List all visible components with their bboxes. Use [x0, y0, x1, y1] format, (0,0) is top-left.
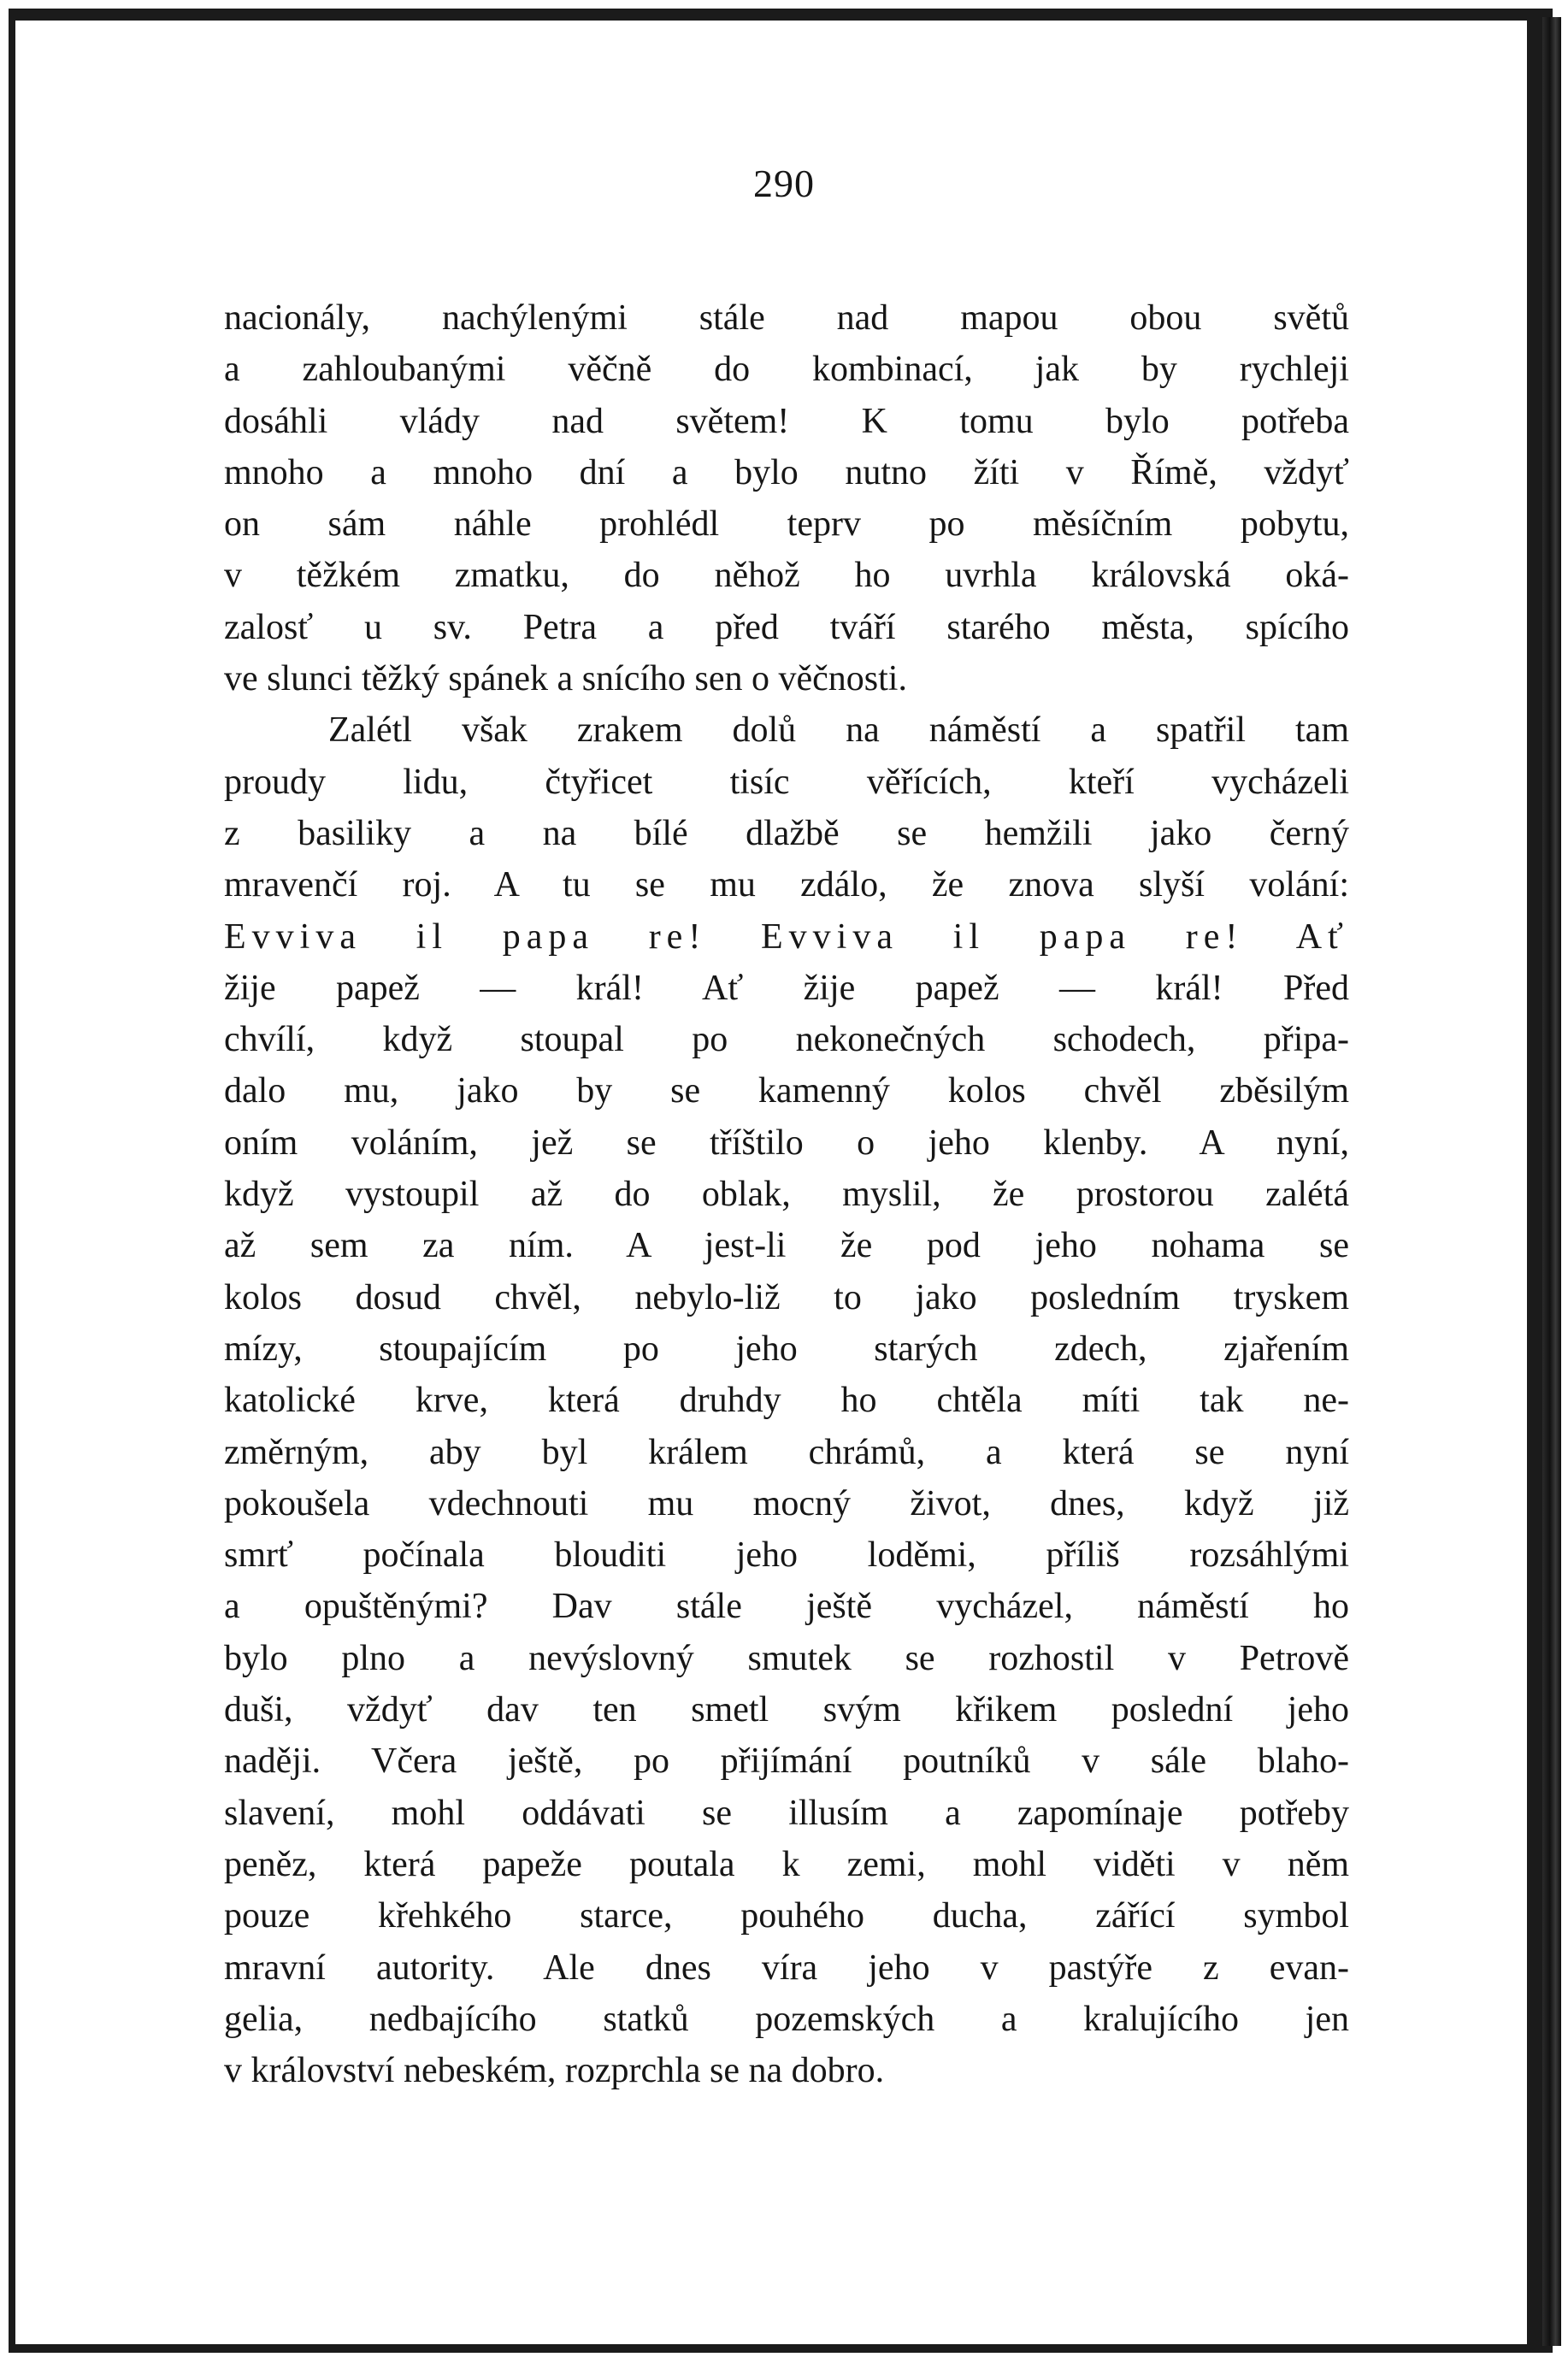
text-line: z basiliky a na bílé dlažbě se hemžili jako černý	[224, 813, 1349, 853]
text-line: slavení, mohl oddávati se illusím a zapomínaje potřeby	[224, 1793, 1349, 1833]
text-line: pokoušela vdechnouti mu mocný život, dnes, když již	[224, 1483, 1349, 1523]
text-line: gelia, nedbajícího statků pozemských a kralujícího jen	[224, 1999, 1349, 2039]
text-line: mravenčí roj. A tu se mu zdálo, že znova slyší volání:	[224, 865, 1349, 905]
text-line: zalosť u sv. Petra a před tváří starého města, spícího	[224, 607, 1349, 647]
text-line: změrným, aby byl králem chrámů, a která se nyní	[224, 1432, 1349, 1472]
book-edge	[1542, 17, 1561, 2346]
text-line: žije papež — král! Ať žije papež — král! Před	[224, 968, 1349, 1008]
text-line: a opuštěnými? Dav stále ještě vycházel, náměstí ho	[224, 1587, 1349, 1627]
text-line: až sem za ním. A jest-li že pod jeho nohama se	[224, 1226, 1349, 1266]
text-line: oním voláním, jež se tříštilo o jeho klenby. A nyní,	[224, 1123, 1349, 1163]
text-line: duši, vždyť dav ten smetl svým křikem poslední jeho	[224, 1690, 1349, 1730]
text-line: Evviva il papa re! Evviva il papa re! Ať	[224, 916, 1349, 957]
text-line: proudy lidu, čtyřicet tisíc věřících, kteří vycházeli	[224, 762, 1349, 802]
text-line: kolos dosud chvěl, nebylo-liž to jako posledním tryskem	[224, 1277, 1349, 1317]
text-line: ve slunci těžký spánek a snícího sen o věčnosti.	[224, 659, 907, 699]
text-line: chvílí, když stoupal po nekonečných schodech, připa-	[224, 1020, 1349, 1060]
text-line: naději. Včera ještě, po přijímání poutníků v sále blaho-	[224, 1741, 1349, 1782]
text-line: dalo mu, jako by se kamenný kolos chvěl zběsilým	[224, 1071, 1349, 1111]
text-line: peněz, která papeže poutala k zemi, mohl viděti v něm	[224, 1844, 1349, 1884]
body-text	[224, 292, 1349, 2096]
text-line: mízy, stoupajícím po jeho starých zdech, zjařením	[224, 1329, 1349, 1369]
text-line: dosáhli vlády nad světem! K tomu bylo potřeba	[224, 401, 1349, 441]
text-line: mnoho a mnoho dní a bylo nutno žíti v Římě, vždyť	[224, 452, 1349, 492]
text-line: katolické krve, která druhdy ho chtěla míti tak ne-	[224, 1381, 1349, 1421]
text-line: on sám náhle prohlédl teprv po měsíčním pobytu,	[224, 504, 1349, 545]
text-line: nacionály, nachýlenými stále nad mapou obou světů	[224, 298, 1349, 338]
text-line: Zalétl však zrakem dolů na náměstí a spatřil tam	[328, 710, 1349, 751]
text-line: a zahloubanými věčně do kombinací, jak by rychleji	[224, 350, 1349, 390]
text-line: mravní autority. Ale dnes víra jeho v pastýře z evan-	[224, 1948, 1349, 1988]
text-line: v těžkém zmatku, do něhož ho uvrhla královská oká-	[224, 556, 1349, 596]
text-line: když vystoupil až do oblak, myslil, že prostorou zalétá	[224, 1175, 1349, 1215]
text-line: bylo plno a nevýslovný smutek se rozhostil v Petrově	[224, 1638, 1349, 1678]
text-line: smrť počínala blouditi jeho loděmi, příliš rozsáhlými	[224, 1535, 1349, 1576]
text-line: pouze křehkého starce, pouhého ducha, zářící symbol	[224, 1896, 1349, 1936]
page-number: 290	[753, 162, 815, 205]
text-line: v království nebeském, rozprchla se na dobro.	[224, 2051, 885, 2091]
